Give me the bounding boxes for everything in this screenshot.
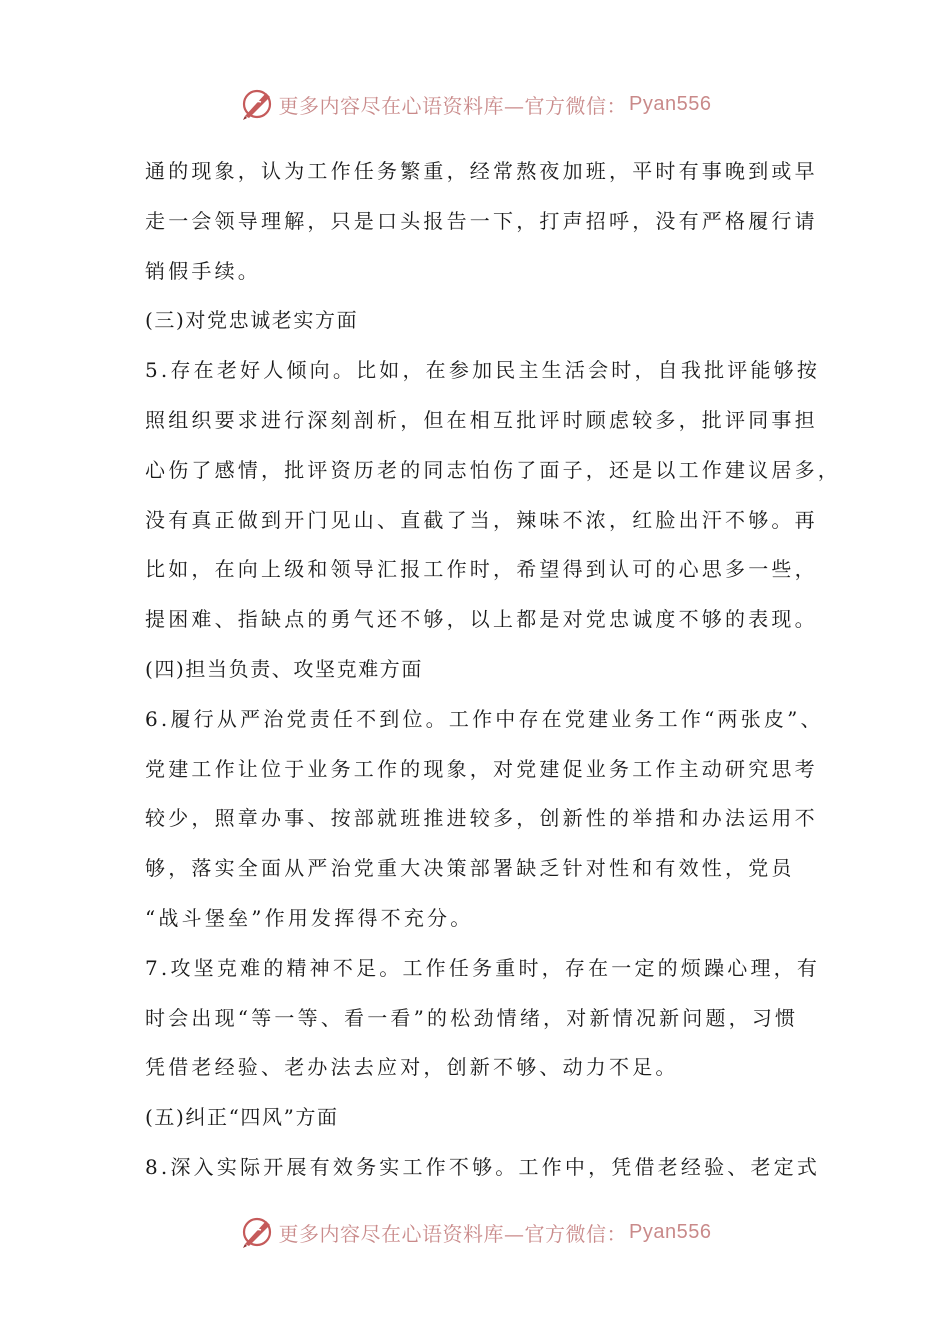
watermark-text: 更多内容尽在心语资料库—官方微信： bbox=[278, 1221, 628, 1246]
text-line: 党建工作让位于业务工作的现象，对党建促业务工作主动研究思考 bbox=[145, 756, 818, 781]
text-line: 比如，在向上级和领导汇报工作时，希望得到认可的心思多一些， bbox=[145, 557, 818, 582]
text-line: 够，落实全面从严治党重大决策部署缺乏针对性和有效性，党员 bbox=[145, 856, 795, 881]
text-line: 6.履行从严治党责任不到位。工作中存在党建业务工作“两张皮”、 bbox=[145, 706, 824, 731]
text-line: 照组织要求进行深刻剖析，但在相互批评时顾虑较多，批评同事担 bbox=[145, 407, 818, 432]
text-line: 较少，照章办事、按部就班推进较多，创新性的举措和办法运用不 bbox=[145, 806, 818, 831]
text-line: 5.存在老好人倾向。比如，在参加民主生活会时，自我批评能够按 bbox=[145, 358, 821, 383]
document-body bbox=[145, 147, 841, 1193]
text-line: 8.深入实际开展有效务实工作不够。工作中，凭借老经验、老定式 bbox=[145, 1154, 821, 1179]
pen-logo-icon bbox=[239, 1214, 275, 1250]
footer-watermark bbox=[0, 1212, 950, 1252]
text-line: 走一会领导理解，只是口头报告一下，打声招呼，没有严格履行请 bbox=[145, 208, 818, 233]
text-line: 心伤了感情，批评资历老的同志怕伤了面子，还是以工作建议居多， bbox=[145, 457, 841, 482]
section-heading: (三)对党忠诚老实方面 bbox=[145, 308, 359, 333]
header-watermark bbox=[0, 84, 950, 124]
text-line: 时会出现“等一等、看一看”的松劲情绪，对新情况新问题，习惯 bbox=[145, 1005, 799, 1030]
section-heading: (四)担当负责、攻坚克难方面 bbox=[145, 656, 424, 681]
watermark-wechat-id: Pyan556 bbox=[629, 92, 712, 115]
pen-logo-icon bbox=[239, 86, 275, 122]
text-line: “战斗堡垒”作用发挥得不充分。 bbox=[145, 905, 474, 930]
section-heading: (五)纠正“四风”方面 bbox=[145, 1105, 339, 1130]
text-line: 没有真正做到开门见山、直截了当，辣味不浓，红脸出汗不够。再 bbox=[145, 507, 818, 532]
watermark-text: 更多内容尽在心语资料库—官方微信： bbox=[278, 93, 628, 118]
text-line: 销假手续。 bbox=[145, 258, 261, 283]
text-line: 通的现象，认为工作任务繁重，经常熬夜加班，平时有事晚到或早 bbox=[145, 159, 818, 183]
watermark-wechat-id: Pyan556 bbox=[629, 1220, 712, 1243]
text-line: 提困难、指缺点的勇气还不够，以上都是对党忠诚度不够的表现。 bbox=[145, 607, 818, 632]
text-line: 7.攻坚克难的精神不足。工作任务重时，存在一定的烦躁心理，有 bbox=[145, 955, 821, 980]
text-line: 凭借老经验、老办法去应对，创新不够、动力不足。 bbox=[145, 1055, 679, 1080]
